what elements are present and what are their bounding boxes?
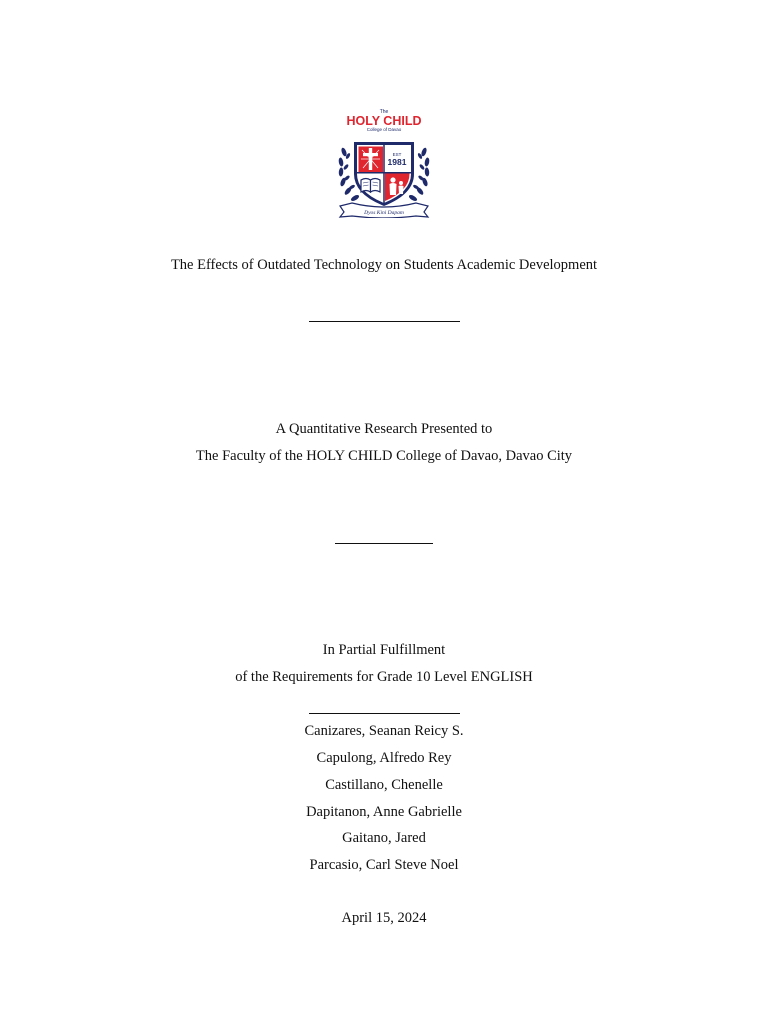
school-seal-icon [332, 106, 436, 218]
school-logo [332, 106, 436, 218]
research-title: The Effects of Outdated Technology on Students Academic Development [170, 257, 598, 273]
open-book-icon [361, 179, 380, 193]
fulfillment-line-2: of the Requirements for Grade 10 Level ENGLISH [235, 669, 533, 685]
author-name: Canizares, Seanan Reicy S. [304, 723, 464, 739]
author-name: Parcasio, Carl Steve Noel [309, 857, 459, 873]
author-name: Dapitanon, Anne Gabrielle [306, 804, 462, 820]
author-name: Capulong, Alfredo Rey [316, 750, 452, 766]
divider-line [335, 543, 433, 544]
author-name: Castillano, Chenelle [325, 777, 443, 793]
presentation-line-1: A Quantitative Research Presented to [275, 421, 493, 437]
logo-year-text: 1981 [387, 157, 407, 167]
logo-top-text: The [379, 109, 389, 115]
presentation-line-2: The Faculty of the HOLY CHILD College of Davao, Davao City [195, 448, 573, 464]
divider-line [309, 321, 460, 322]
logo-est-text: EST [392, 152, 402, 157]
fulfillment-line-1: In Partial Fulfillment [322, 642, 446, 658]
author-name: Gaitano, Jared [342, 830, 426, 846]
logo-main-text: HOLY CHILD [346, 114, 422, 128]
logo-sub-text: College of Davao [366, 127, 402, 132]
submission-date: April 15, 2024 [341, 910, 427, 926]
logo-motto-text: Dyos Kini Dapam [364, 210, 404, 216]
divider-line [309, 713, 460, 714]
